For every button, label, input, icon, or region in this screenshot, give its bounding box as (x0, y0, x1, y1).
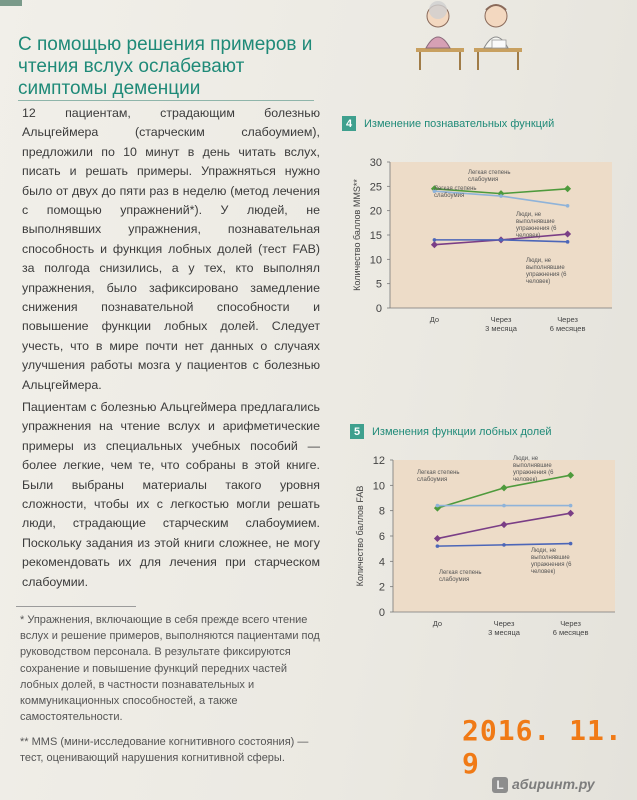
series-point (499, 194, 503, 198)
y-tick-label: 10 (372, 480, 385, 493)
seated-people-illustration (408, 0, 528, 72)
chart-5-frontal-lobe-functions (335, 440, 635, 645)
page-title: С помощью решения примеров и чтения вслух ослабевают симптомы деменции (18, 34, 313, 99)
x-tick-label: До (429, 315, 440, 324)
title-divider (18, 100, 314, 101)
series-annotation: Люди, не выполнявшие упражнения (6 человек) (526, 258, 567, 285)
series-point (569, 542, 573, 546)
watermark-text: абиринт.ру (512, 776, 595, 792)
series-point (502, 504, 506, 508)
date-stamp: 2016. 11. 9 (462, 714, 623, 780)
series-point (566, 240, 570, 244)
body-paragraph-2: Пациентам с болезнью Альцгеймера предлагались упражнения на чтение вслух и арифметические примеры из специальных учебных пособий — более легкие, чем те, что собраны в этой книге. Были выбраны материалы такого уровня сложности, чтобы их с легкостью могли решать люди, страдающие старческим слабоумием. Поскольку задания из этой книги сложнее, не могу рекомендовать их для лечения при старческом слабоумии. (22, 400, 320, 589)
series-point (499, 238, 503, 242)
y-tick-label: 8 (378, 505, 385, 518)
footnote-2: ** MMS (мини-исследование когнитивного состояния) — тест, оценивающий нарушения когнитивной сферы. (20, 736, 309, 765)
chart-5-header (350, 424, 552, 439)
footnote-divider (16, 606, 136, 607)
x-tick-label: Через 6 месяцев (549, 315, 586, 333)
series-annotation: Легкая степень слабоумия (417, 470, 460, 483)
chart-4-title: Изменение познавательных функций (364, 117, 555, 130)
series-annotation: Легкая степень слабоумия (434, 186, 477, 199)
chart-5-title: Изменения функции лобных долей (372, 425, 552, 438)
chart-4-cognitive-functions (330, 140, 630, 340)
body-paragraph-1: 12 пациентам, страдающим болезнью Альцгеймера (старческим слабоумием), предложили по 10 минут в день читать вслух, писать и решать примеры. Упражняться нужно было от двух до пяти раз в неделю (метод лечения с помощью упражнений*). У людей, не выполнявших упражнения, познавательная способность и функция лобных долей (тест FAB) за полгода снизились, а у тех, кто выполнял упражнения, было зафиксировано замедление снижения познавательной способности и повышение функции лобных долей. Следует учесть, что в мире почти нет данных о случаях улучшения работы мозга у пациентов с болезнью Альцгеймера. (22, 106, 320, 392)
y-tick-label: 10 (369, 254, 382, 267)
x-tick-label: Через 6 месяцев (552, 619, 589, 637)
y-axis-label: Количество баллов MMS** (352, 179, 362, 291)
series-annotation: Люди, не выполнявшие упражнения (6 человек) (531, 548, 572, 575)
y-tick-label: 2 (378, 581, 385, 594)
y-tick-label: 20 (369, 205, 382, 218)
series-point (436, 504, 440, 508)
series-point (569, 504, 573, 508)
series-point (436, 544, 440, 548)
x-tick-label: Через 3 месяца (485, 315, 517, 333)
labirint-watermark (492, 776, 595, 793)
y-tick-label: 25 (369, 181, 382, 194)
x-tick-label: Через 3 месяца (488, 619, 520, 637)
series-point (502, 543, 506, 547)
y-tick-label: 0 (378, 607, 385, 619)
y-tick-label: 30 (369, 157, 382, 169)
labirint-logo-icon: L (492, 777, 508, 793)
series-annotation: Люди, не выполнявшие упражнения (6 человек) (516, 212, 557, 239)
series-point (566, 204, 570, 208)
corner-mark (0, 0, 22, 6)
y-tick-label: 5 (375, 278, 382, 291)
y-tick-label: 15 (369, 230, 382, 242)
y-tick-label: 4 (378, 556, 385, 569)
x-tick-label: До (432, 619, 443, 628)
plot-background (390, 162, 612, 308)
chart-4-header (342, 116, 554, 131)
y-tick-label: 12 (372, 455, 385, 467)
series-annotation: Люди, не выполнявшие упражнения (6 человек) (513, 456, 554, 483)
chart-5-number-badge: 5 (350, 424, 364, 439)
y-axis-label: Количество баллов FAB (355, 485, 365, 587)
y-tick-label: 0 (375, 303, 382, 315)
chart-4-number-badge: 4 (342, 116, 356, 131)
series-point (433, 238, 437, 242)
series-annotation: Легкая степень слабоумия (468, 170, 511, 183)
footnote-1: * Упражнения, включающие в себя прежде всего чтение вслух и решение примеров, выполняются пациентами под руководством персонала. В результате фиксируются сохранение и повышение функций передних частей лобных долей, в частности познавательных и коммуникационных способностей, а также самостоятельности. (20, 614, 320, 724)
series-annotation: Легкая степень слабоумия (439, 570, 482, 583)
y-tick-label: 6 (378, 531, 385, 543)
